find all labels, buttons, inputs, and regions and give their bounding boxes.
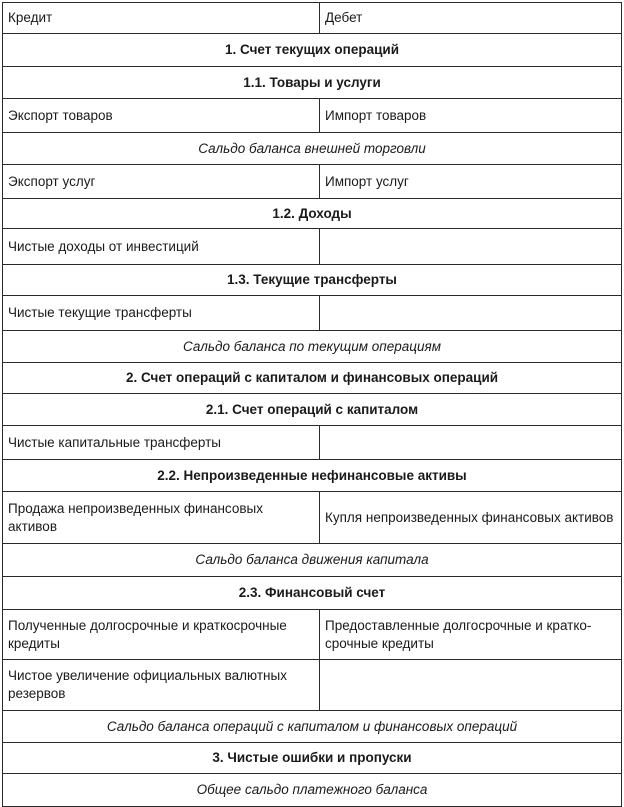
balance-label: Общее сальдо платежного баланса: [3, 774, 622, 807]
section-row: [3, 774, 622, 807]
section-row: [3, 363, 622, 394]
credit-cell: Экспорт товаров: [3, 99, 320, 133]
credit-cell: Чистые капитальные трансферты: [3, 426, 320, 460]
header-credit: Кредит: [3, 3, 320, 34]
section-row: [3, 67, 622, 99]
entry-row: [3, 296, 622, 331]
section-row: [3, 743, 622, 774]
section-row: [3, 544, 622, 577]
debit-cell: Предоставленные долгосрочные и кратко-срочные кредиты: [320, 610, 622, 660]
debit-cell: [320, 296, 622, 331]
section-heading: 1. Счет текущих операций: [3, 34, 622, 67]
section-row: [3, 460, 622, 492]
section-row: [3, 34, 622, 67]
entry-row: [3, 426, 622, 460]
section-heading: 1.3. Текущие трансферты: [3, 265, 622, 296]
section-heading: 2.3. Финансовый счет: [3, 577, 622, 610]
table-body: [3, 3, 622, 807]
section-row: [3, 577, 622, 610]
entry-row: [3, 165, 622, 199]
balance-label: Сальдо баланса по текущим операциям: [3, 331, 622, 363]
credit-cell: Экспорт услуг: [3, 165, 320, 199]
section-heading: 3. Чистые ошибки и пропуски: [3, 743, 622, 774]
section-heading: 2. Счет операций с капиталом и финансовых операций: [3, 363, 622, 394]
debit-cell: Купля непроизведенных финансовых активов: [320, 492, 622, 544]
section-row: [3, 133, 622, 165]
debit-cell: Импорт услуг: [320, 165, 622, 199]
header-row: [3, 3, 622, 34]
balance-of-payments-table: [2, 2, 622, 807]
entry-row: [3, 492, 622, 544]
credit-cell: Продажа непроизведенных финансовых активов: [3, 492, 320, 544]
section-row: [3, 394, 622, 426]
balance-label: Сальдо баланса движения капитала: [3, 544, 622, 577]
debit-cell: [320, 229, 622, 265]
balance-label: Сальдо баланса операций с капиталом и финансовых операций: [3, 711, 622, 743]
credit-cell: Полученные долгосрочные и краткосрочные кредиты: [3, 610, 320, 660]
entry-row: [3, 660, 622, 711]
credit-cell: Чистое увеличение официальных валютных резервов: [3, 660, 320, 711]
debit-cell: Импорт товаров: [320, 99, 622, 133]
entry-row: [3, 99, 622, 133]
credit-cell: Чистые текущие трансферты: [3, 296, 320, 331]
section-row: [3, 199, 622, 229]
debit-cell: [320, 660, 622, 711]
section-row: [3, 265, 622, 296]
section-heading: 1.1. Товары и услуги: [3, 67, 622, 99]
section-row: [3, 331, 622, 363]
section-heading: 1.2. Доходы: [3, 199, 622, 229]
credit-cell: Чистые доходы от инвестиций: [3, 229, 320, 265]
section-row: [3, 711, 622, 743]
entry-row: [3, 610, 622, 660]
balance-label: Сальдо баланса внешней торговли: [3, 133, 622, 165]
section-heading: 2.2. Непроизведенные нефинансовые активы: [3, 460, 622, 492]
debit-cell: [320, 426, 622, 460]
section-heading: 2.1. Счет операций с капиталом: [3, 394, 622, 426]
header-debit: Дебет: [320, 3, 622, 34]
entry-row: [3, 229, 622, 265]
